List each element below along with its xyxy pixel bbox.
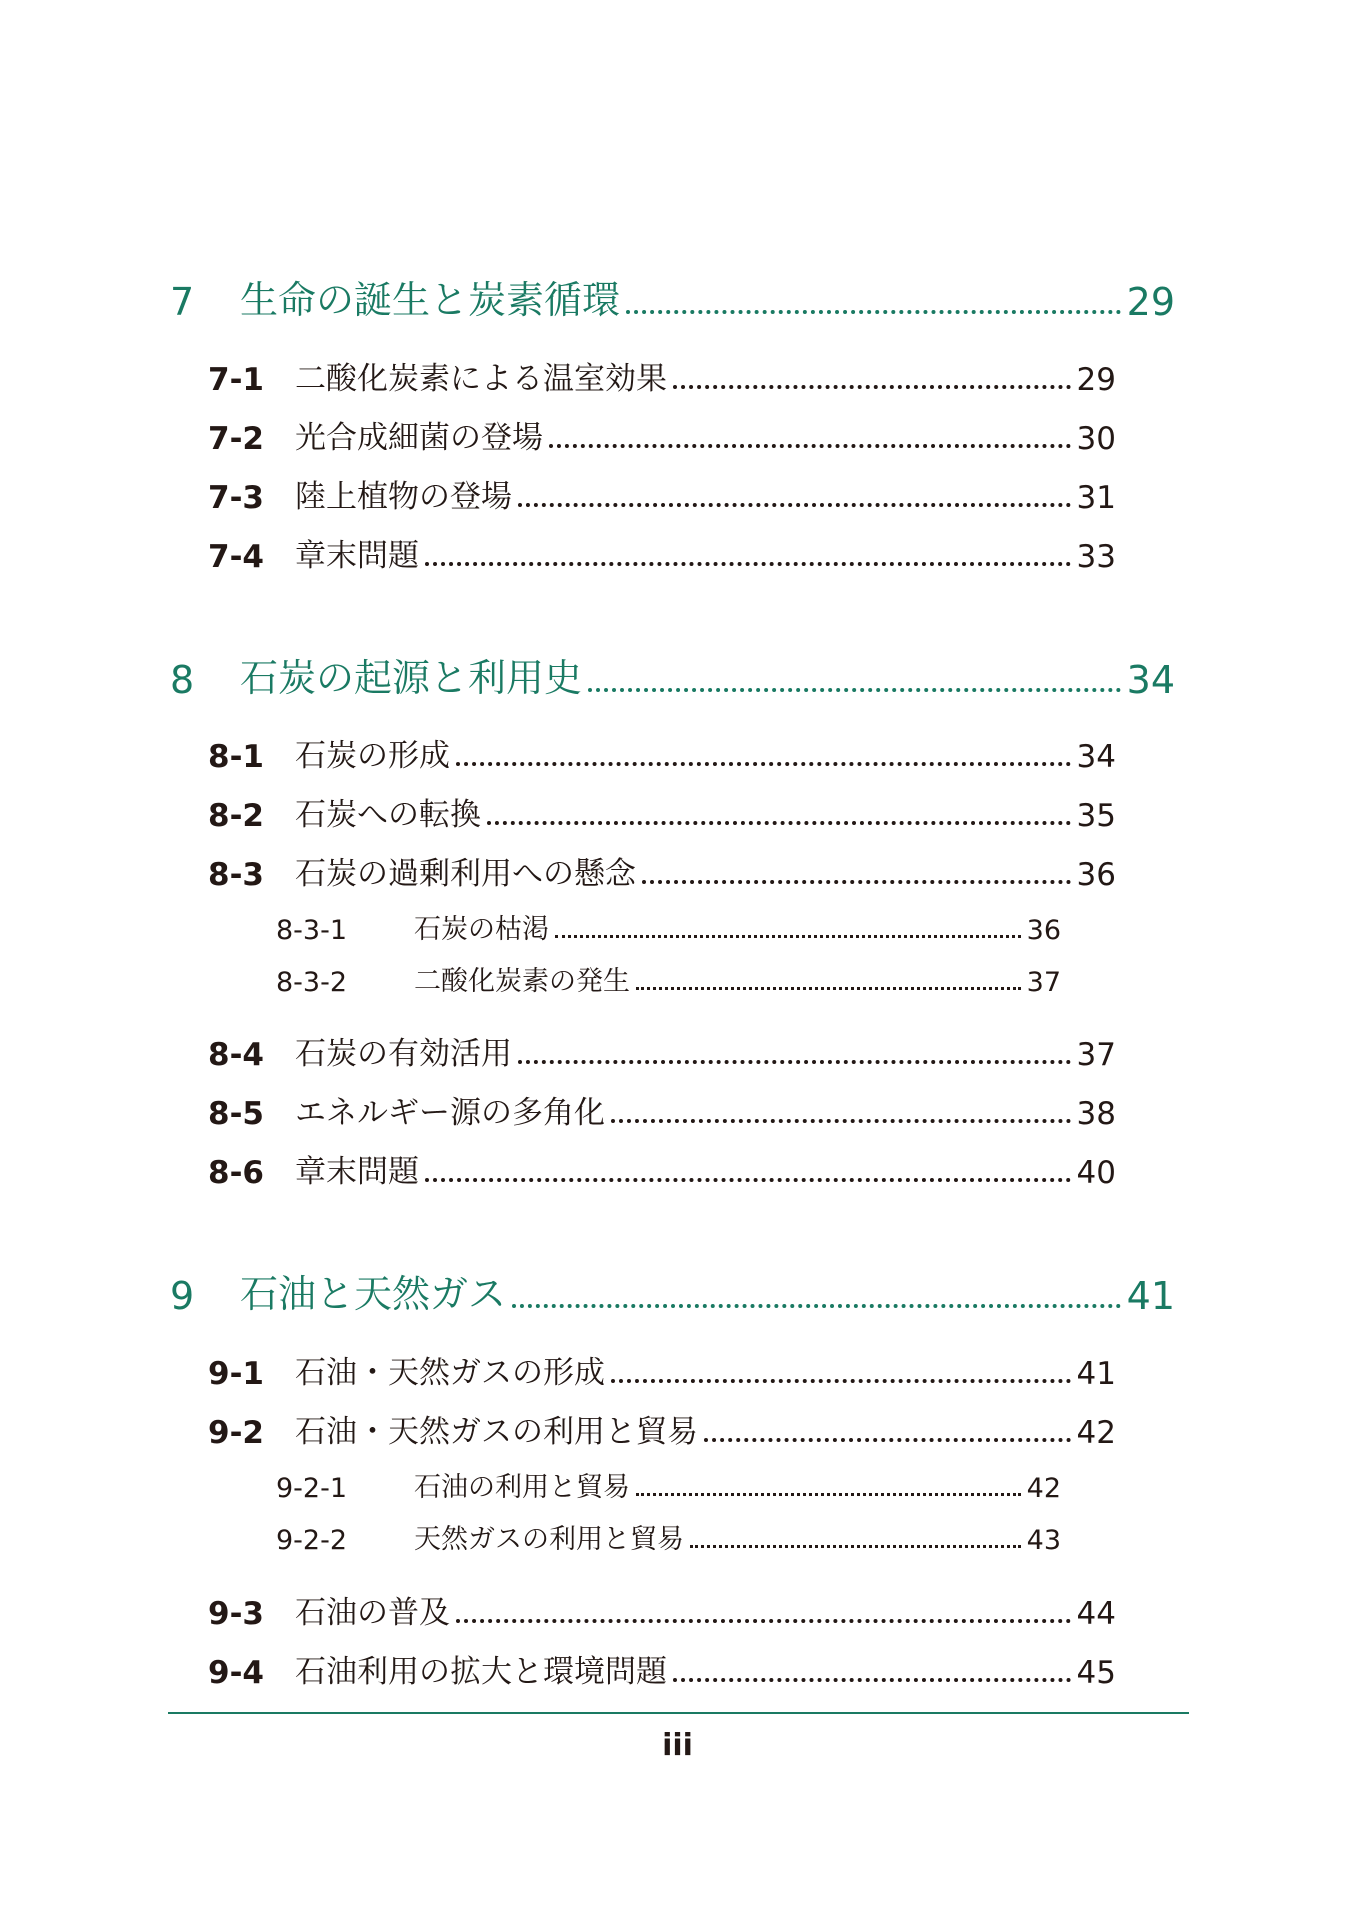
section-number: 7-2 bbox=[208, 421, 265, 457]
subsection-page-number: 37 bbox=[1026, 967, 1061, 998]
section-page-number: 29 bbox=[1076, 362, 1116, 398]
toc-section-7-1[interactable] bbox=[208, 358, 1116, 398]
section-page-number: 35 bbox=[1076, 798, 1116, 834]
toc-section-8-4[interactable] bbox=[208, 1033, 1116, 1073]
section-page-number: 45 bbox=[1076, 1655, 1116, 1691]
subsection-title: 石炭の枯渇 bbox=[414, 914, 549, 945]
page-folio: iii bbox=[662, 1728, 693, 1763]
section-title: 石炭の有効活用 bbox=[295, 1036, 512, 1072]
subsection-number: 8-3-2 bbox=[276, 967, 348, 998]
section-number: 7-4 bbox=[208, 539, 265, 575]
toc-section-9-2[interactable] bbox=[208, 1411, 1116, 1451]
section-title: 石炭の過剰利用への懸念 bbox=[295, 856, 636, 892]
chapter-number: 9 bbox=[170, 1274, 195, 1318]
section-title: 石油利用の拡大と環境問題 bbox=[295, 1654, 667, 1690]
section-title: 石油の普及 bbox=[295, 1595, 450, 1631]
toc-subsection-8-3-1[interactable] bbox=[276, 910, 1061, 946]
section-page-number: 31 bbox=[1076, 480, 1116, 516]
subsection-title: 天然ガスの利用と貿易 bbox=[414, 1524, 684, 1555]
toc-section-9-4[interactable] bbox=[208, 1651, 1116, 1691]
dot-leader bbox=[456, 1619, 1071, 1623]
section-page-number: 33 bbox=[1076, 539, 1116, 575]
chapter-page-number: 41 bbox=[1126, 1274, 1175, 1318]
dot-leader bbox=[626, 310, 1121, 314]
chapter-page-number: 34 bbox=[1126, 658, 1175, 702]
chapter-number: 7 bbox=[170, 280, 195, 324]
section-title: 二酸化炭素による温室効果 bbox=[295, 361, 667, 397]
section-number: 9-3 bbox=[208, 1596, 265, 1632]
chapter-title: 生命の誕生と炭素循環 bbox=[240, 278, 621, 322]
section-number: 9-4 bbox=[208, 1655, 265, 1691]
section-number: 8-6 bbox=[208, 1155, 265, 1191]
dot-leader bbox=[487, 821, 1071, 825]
subsection-number: 8-3-1 bbox=[276, 915, 348, 946]
toc-section-7-3[interactable] bbox=[208, 476, 1116, 516]
section-page-number: 44 bbox=[1076, 1596, 1116, 1632]
dot-leader bbox=[690, 1545, 1021, 1548]
toc-subsection-8-3-2[interactable] bbox=[276, 962, 1061, 998]
section-number: 8-4 bbox=[208, 1037, 265, 1073]
section-number: 8-5 bbox=[208, 1096, 265, 1132]
toc-section-7-4[interactable] bbox=[208, 535, 1116, 575]
dot-leader bbox=[549, 444, 1071, 448]
toc-subsection-9-2-1[interactable] bbox=[276, 1468, 1061, 1504]
dot-leader bbox=[636, 1493, 1021, 1496]
toc-section-7-2[interactable] bbox=[208, 417, 1116, 457]
section-number: 7-3 bbox=[208, 480, 265, 516]
subsection-page-number: 36 bbox=[1026, 915, 1061, 946]
dot-leader bbox=[673, 385, 1071, 389]
section-page-number: 41 bbox=[1076, 1356, 1116, 1392]
section-number: 8-3 bbox=[208, 857, 265, 893]
footer-rule bbox=[168, 1712, 1189, 1714]
section-page-number: 34 bbox=[1076, 739, 1116, 775]
dot-leader bbox=[425, 562, 1071, 566]
dot-leader bbox=[518, 503, 1071, 507]
section-number: 9-2 bbox=[208, 1415, 265, 1451]
toc-section-9-3[interactable] bbox=[208, 1592, 1116, 1632]
dot-leader bbox=[704, 1438, 1071, 1442]
section-title: 章末問題 bbox=[295, 1154, 419, 1190]
subsection-title: 二酸化炭素の発生 bbox=[414, 966, 630, 997]
section-title: 章末問題 bbox=[295, 538, 419, 574]
subsection-number: 9-2-1 bbox=[276, 1473, 348, 1504]
dot-leader bbox=[636, 987, 1021, 990]
section-title: 陸上植物の登場 bbox=[295, 479, 512, 515]
chapter-title: 石油と天然ガス bbox=[240, 1272, 507, 1316]
toc-chapter-8[interactable] bbox=[170, 654, 1175, 702]
dot-leader bbox=[588, 688, 1121, 692]
subsection-title: 石油の利用と貿易 bbox=[414, 1472, 630, 1503]
section-title: 石油・天然ガスの利用と貿易 bbox=[295, 1414, 698, 1450]
toc-section-8-1[interactable] bbox=[208, 735, 1116, 775]
dot-leader bbox=[456, 762, 1071, 766]
toc-chapter-7[interactable] bbox=[170, 276, 1175, 324]
section-title: 光合成細菌の登場 bbox=[295, 420, 543, 456]
section-number: 9-1 bbox=[208, 1356, 265, 1392]
dot-leader bbox=[611, 1379, 1071, 1383]
section-page-number: 38 bbox=[1076, 1096, 1116, 1132]
section-title: 石油・天然ガスの形成 bbox=[295, 1355, 605, 1391]
chapter-page-number: 29 bbox=[1126, 280, 1175, 324]
subsection-page-number: 42 bbox=[1026, 1473, 1061, 1504]
toc-section-8-6[interactable] bbox=[208, 1151, 1116, 1191]
section-title: 石炭への転換 bbox=[295, 797, 481, 833]
toc-chapter-9[interactable] bbox=[170, 1270, 1175, 1318]
dot-leader bbox=[425, 1178, 1071, 1182]
subsection-page-number: 43 bbox=[1026, 1525, 1061, 1556]
section-title: エネルギー源の多角化 bbox=[295, 1095, 605, 1131]
toc-section-9-1[interactable] bbox=[208, 1352, 1116, 1392]
section-page-number: 36 bbox=[1076, 857, 1116, 893]
subsection-number: 9-2-2 bbox=[276, 1525, 348, 1556]
section-number: 8-1 bbox=[208, 739, 265, 775]
dot-leader bbox=[673, 1678, 1071, 1682]
section-title: 石炭の形成 bbox=[295, 738, 450, 774]
section-page-number: 42 bbox=[1076, 1415, 1116, 1451]
chapter-number: 8 bbox=[170, 658, 195, 702]
section-page-number: 37 bbox=[1076, 1037, 1116, 1073]
dot-leader bbox=[642, 880, 1071, 884]
chapter-title: 石炭の起源と利用史 bbox=[240, 656, 583, 700]
section-number: 7-1 bbox=[208, 362, 265, 398]
toc-section-8-2[interactable] bbox=[208, 794, 1116, 834]
dot-leader bbox=[512, 1304, 1121, 1308]
section-page-number: 40 bbox=[1076, 1155, 1116, 1191]
dot-leader bbox=[611, 1119, 1071, 1123]
section-number: 8-2 bbox=[208, 798, 265, 834]
toc-section-8-3[interactable] bbox=[208, 853, 1116, 893]
dot-leader bbox=[555, 935, 1021, 938]
toc-subsection-9-2-2[interactable] bbox=[276, 1520, 1061, 1556]
section-page-number: 30 bbox=[1076, 421, 1116, 457]
toc-section-8-5[interactable] bbox=[208, 1092, 1116, 1132]
dot-leader bbox=[518, 1060, 1071, 1064]
